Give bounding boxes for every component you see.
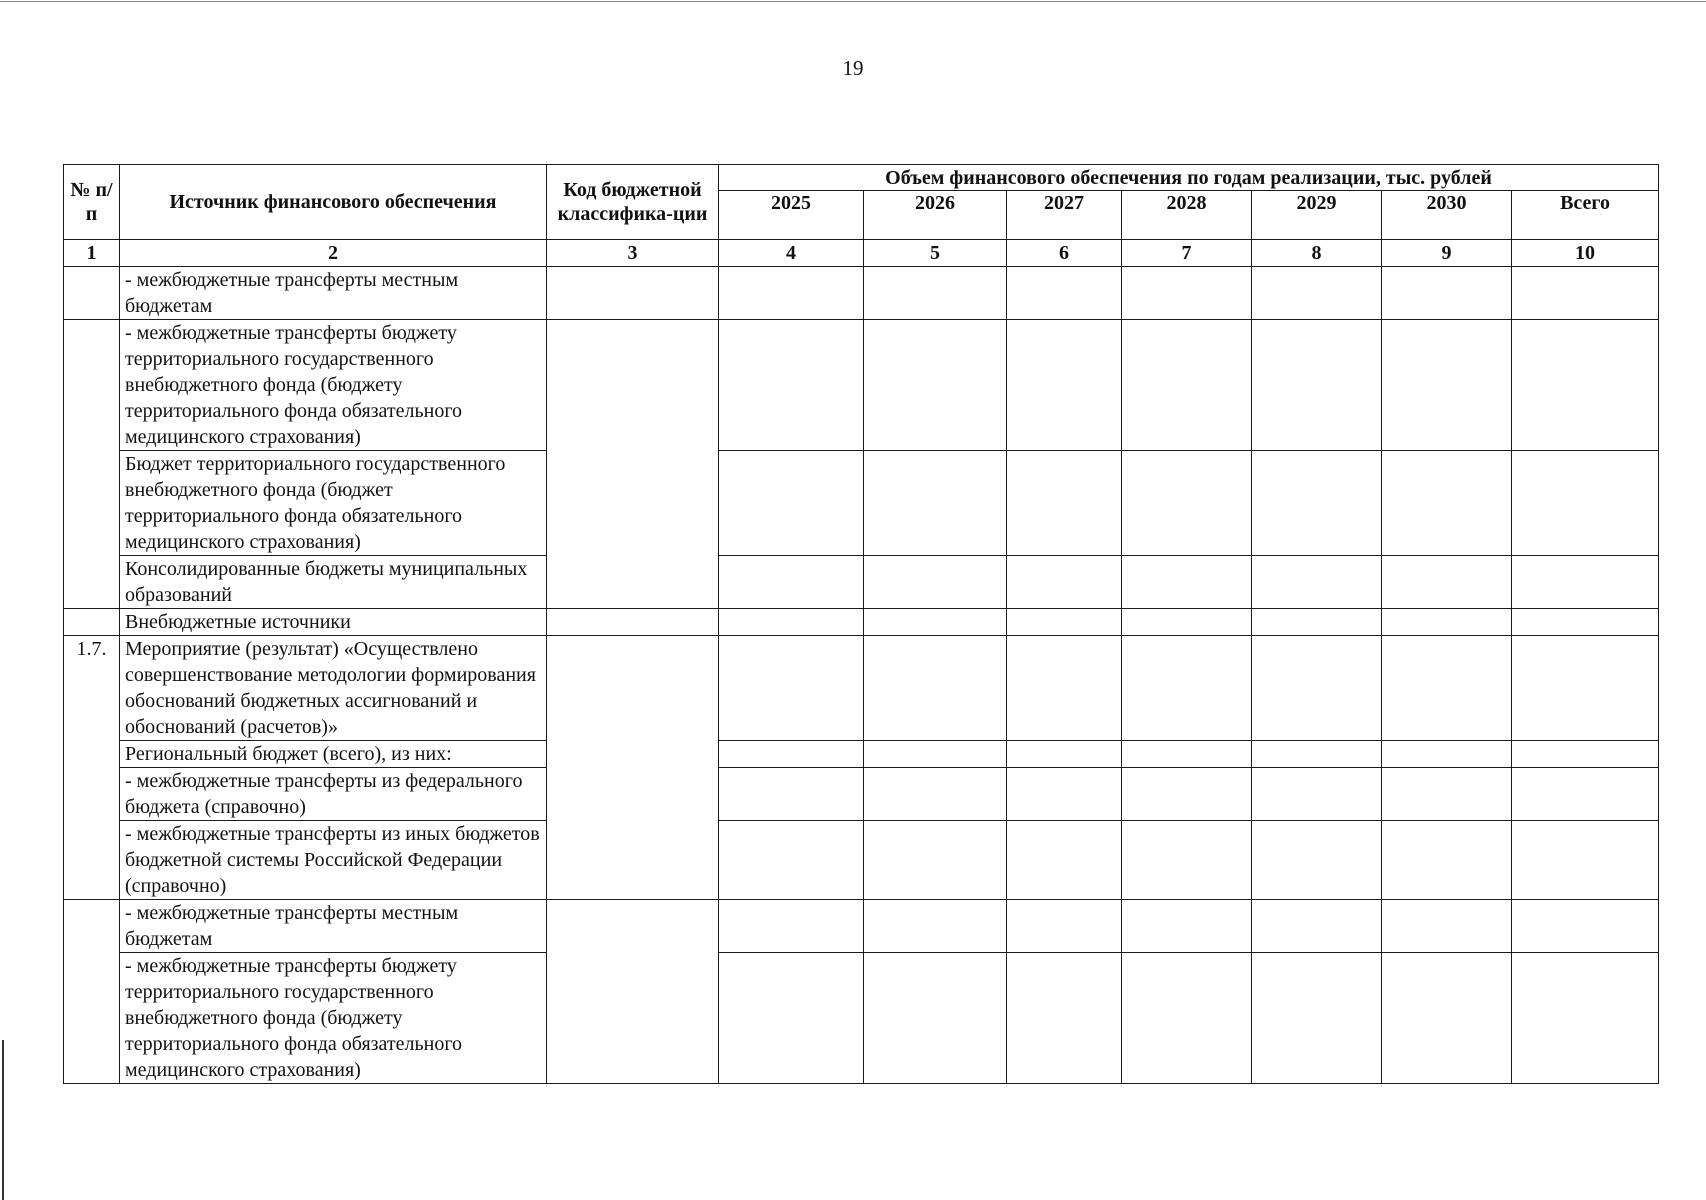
row-cell bbox=[1252, 900, 1382, 953]
row-cell bbox=[1122, 636, 1252, 741]
row-source: Региональный бюджет (всего), из них: bbox=[120, 741, 547, 768]
row-source: Бюджет территориального государственного внебюджетного фонда (бюджет территориального фонда обязательного медицинского страхования) bbox=[120, 451, 547, 556]
column-number: 10 bbox=[1512, 240, 1659, 267]
row-cell bbox=[1512, 768, 1659, 821]
row-cell bbox=[1252, 556, 1382, 609]
row-num: 1.7. bbox=[64, 636, 120, 900]
row-cell bbox=[1382, 741, 1512, 768]
row-code bbox=[547, 900, 719, 1084]
table-row bbox=[64, 556, 1659, 609]
row-cell bbox=[1122, 609, 1252, 636]
row-cell bbox=[1122, 900, 1252, 953]
row-cell bbox=[1252, 741, 1382, 768]
row-cell bbox=[1122, 768, 1252, 821]
page-number: 19 bbox=[842, 56, 864, 80]
row-cell bbox=[1252, 636, 1382, 741]
column-number: 1 bbox=[64, 240, 120, 267]
column-number: 9 bbox=[1382, 240, 1512, 267]
row-cell bbox=[1007, 636, 1122, 741]
column-number: 2 bbox=[120, 240, 547, 267]
column-number: 8 bbox=[1252, 240, 1382, 267]
row-cell bbox=[1512, 636, 1659, 741]
row-cell bbox=[1382, 556, 1512, 609]
table-row bbox=[64, 741, 1659, 768]
row-cell bbox=[1512, 451, 1659, 556]
table-row bbox=[64, 451, 1659, 556]
row-code bbox=[547, 609, 719, 636]
table-row bbox=[64, 900, 1659, 953]
row-cell bbox=[864, 636, 1007, 741]
row-source: - межбюджетные трансферты из федерального бюджета (справочно) bbox=[120, 768, 547, 821]
row-cell bbox=[1512, 953, 1659, 1084]
row-cell bbox=[1252, 320, 1382, 451]
row-cell bbox=[719, 821, 864, 900]
row-cell bbox=[1122, 821, 1252, 900]
row-cell bbox=[1382, 451, 1512, 556]
column-number: 4 bbox=[719, 240, 864, 267]
header-year-2025: 2025 bbox=[719, 191, 864, 240]
row-cell bbox=[1382, 768, 1512, 821]
row-cell bbox=[1007, 451, 1122, 556]
row-cell bbox=[1007, 609, 1122, 636]
table-row bbox=[64, 821, 1659, 900]
row-cell bbox=[864, 768, 1007, 821]
row-cell bbox=[1122, 267, 1252, 320]
table-row bbox=[64, 953, 1659, 1084]
row-cell bbox=[1382, 609, 1512, 636]
row-cell bbox=[1122, 320, 1252, 451]
row-cell bbox=[1252, 451, 1382, 556]
table-row bbox=[64, 636, 1659, 741]
row-cell bbox=[1007, 768, 1122, 821]
row-cell bbox=[864, 900, 1007, 953]
row-cell bbox=[719, 900, 864, 953]
column-number: 5 bbox=[864, 240, 1007, 267]
row-cell bbox=[864, 741, 1007, 768]
row-cell bbox=[719, 320, 864, 451]
header-volume: Объем финансового обеспечения по годам реализации, тыс. рублей bbox=[719, 165, 1659, 191]
header-year-2029: 2029 bbox=[1252, 191, 1382, 240]
row-cell bbox=[1382, 267, 1512, 320]
row-cell bbox=[1512, 556, 1659, 609]
column-number-row bbox=[64, 240, 1659, 267]
row-cell bbox=[1122, 953, 1252, 1084]
row-cell bbox=[719, 556, 864, 609]
row-num bbox=[64, 609, 120, 636]
row-cell bbox=[1252, 609, 1382, 636]
row-source: - межбюджетные трансферты местным бюджетам bbox=[120, 267, 547, 320]
row-source: Консолидированные бюджеты муниципальных образований bbox=[120, 556, 547, 609]
row-code bbox=[547, 320, 719, 609]
row-cell bbox=[1122, 451, 1252, 556]
row-cell bbox=[1382, 320, 1512, 451]
header-code: Код бюджетной классифика-ции bbox=[547, 165, 719, 240]
row-cell bbox=[719, 267, 864, 320]
row-cell bbox=[1512, 821, 1659, 900]
row-cell bbox=[864, 320, 1007, 451]
column-number: 7 bbox=[1122, 240, 1252, 267]
row-cell bbox=[1512, 609, 1659, 636]
row-cell bbox=[1007, 267, 1122, 320]
row-cell bbox=[864, 953, 1007, 1084]
row-cell bbox=[1512, 741, 1659, 768]
row-cell bbox=[1382, 821, 1512, 900]
row-cell bbox=[1007, 953, 1122, 1084]
row-cell bbox=[719, 451, 864, 556]
column-number: 3 bbox=[547, 240, 719, 267]
row-cell bbox=[864, 821, 1007, 900]
row-cell bbox=[1382, 953, 1512, 1084]
row-source: Мероприятие (результат) «Осуществлено совершенствование методологии формирования обоснований бюджетных ассигнований и обоснований (расчетов)» bbox=[120, 636, 547, 741]
row-source: - межбюджетные трансферты из иных бюджетов бюджетной системы Российской Федерации (справочно) bbox=[120, 821, 547, 900]
row-source: - межбюджетные трансферты местным бюджетам bbox=[120, 900, 547, 953]
header-source: Источник финансового обеспечения bbox=[120, 165, 547, 240]
table-row bbox=[64, 320, 1659, 451]
row-cell bbox=[1252, 267, 1382, 320]
header-num: № п/п bbox=[64, 165, 120, 240]
row-cell bbox=[1382, 900, 1512, 953]
row-cell bbox=[1007, 320, 1122, 451]
row-cell bbox=[1512, 267, 1659, 320]
row-cell bbox=[719, 636, 864, 741]
row-cell bbox=[864, 609, 1007, 636]
row-cell bbox=[1512, 900, 1659, 953]
row-cell bbox=[1007, 900, 1122, 953]
row-cell bbox=[864, 451, 1007, 556]
left-edge-line bbox=[2, 1040, 4, 1200]
row-num bbox=[64, 267, 120, 320]
header-year-2027: 2027 bbox=[1007, 191, 1122, 240]
row-num bbox=[64, 900, 120, 1084]
table-row bbox=[64, 609, 1659, 636]
row-cell bbox=[1382, 636, 1512, 741]
row-cell bbox=[1252, 768, 1382, 821]
row-cell bbox=[864, 267, 1007, 320]
header-year-2028: 2028 bbox=[1122, 191, 1252, 240]
table-row bbox=[64, 267, 1659, 320]
row-cell bbox=[719, 953, 864, 1084]
row-cell bbox=[1007, 741, 1122, 768]
table-row bbox=[64, 768, 1659, 821]
header-total: Всего bbox=[1512, 191, 1659, 240]
row-cell bbox=[1512, 320, 1659, 451]
row-cell bbox=[719, 768, 864, 821]
row-cell bbox=[719, 609, 864, 636]
row-num bbox=[64, 320, 120, 609]
row-code bbox=[547, 267, 719, 320]
row-cell bbox=[1007, 821, 1122, 900]
row-cell bbox=[1007, 556, 1122, 609]
row-cell bbox=[1252, 821, 1382, 900]
row-source: Внебюджетные источники bbox=[120, 609, 547, 636]
row-cell bbox=[864, 556, 1007, 609]
row-cell bbox=[1122, 556, 1252, 609]
top-edge-line bbox=[0, 1, 1706, 2]
row-code bbox=[547, 636, 719, 900]
column-number: 6 bbox=[1007, 240, 1122, 267]
header-year-2026: 2026 bbox=[864, 191, 1007, 240]
row-cell bbox=[1122, 741, 1252, 768]
row-cell bbox=[719, 741, 864, 768]
row-source: - межбюджетные трансферты бюджету территориального государственного внебюджетного фонда (бюджету территориального фонда обязательного медицинского страхования) bbox=[120, 320, 547, 451]
row-cell bbox=[1252, 953, 1382, 1084]
financing-table bbox=[63, 164, 1659, 1084]
header-year-2030: 2030 bbox=[1382, 191, 1512, 240]
row-source: - межбюджетные трансферты бюджету территориального государственного внебюджетного фонда (бюджету территориального фонда обязательного медицинского страхования) bbox=[120, 953, 547, 1084]
